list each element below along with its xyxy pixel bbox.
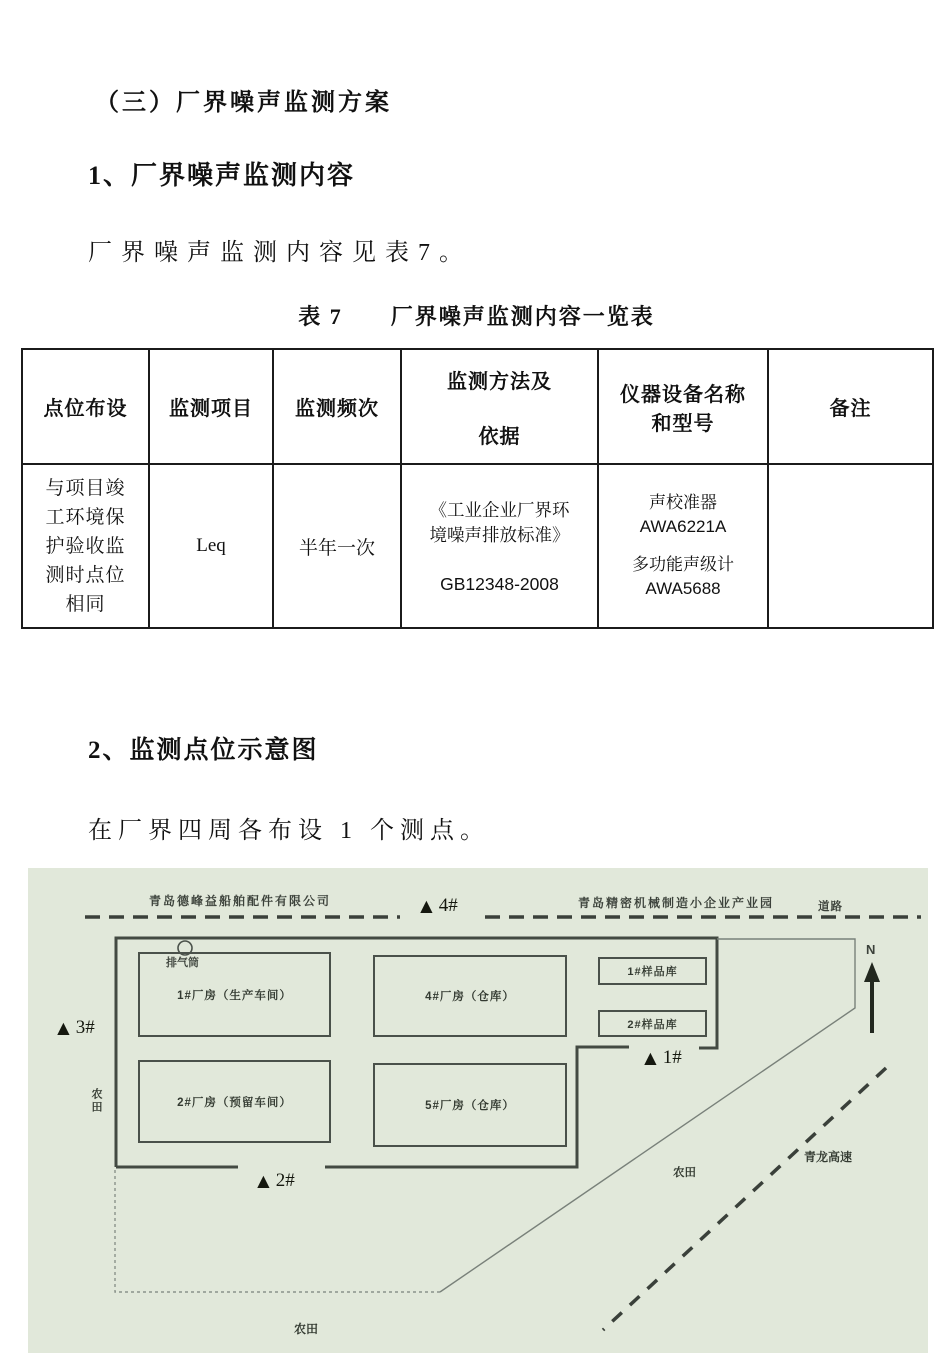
header-frequency: 监测频次 <box>273 349 401 464</box>
section-heading: （三）厂界噪声监测方案 <box>95 90 392 116</box>
triangle-marker-icon: ▲ <box>253 1169 274 1193</box>
cell-item: Leq <box>149 464 273 628</box>
building-4-warehouse: 4#厂房（仓库） <box>373 955 567 1037</box>
monitoring-point-4: ▲ 4# <box>416 894 458 918</box>
farmland-south-label: 农田 <box>294 1322 319 1336</box>
building-2-reserved: 2#厂房（预留车间） <box>138 1060 331 1143</box>
table-data-row <box>22 464 933 628</box>
paragraph-1: 厂界噪声监测内容见表7。 <box>88 240 472 266</box>
triangle-marker-icon: ▲ <box>53 1016 74 1040</box>
site-plan-diagram <box>28 868 928 1353</box>
highway-label: 青龙高速 <box>804 1150 853 1164</box>
sample-warehouse-2: 2#样品库 <box>598 1010 707 1037</box>
building-5-warehouse: 5#厂房（仓库） <box>373 1063 567 1147</box>
sample-warehouse-1: 1#样品库 <box>598 957 707 985</box>
farmland-west-label: 农田 <box>90 1088 102 1114</box>
paragraph-2: 在厂界四周各布设 1 个测点。 <box>88 818 490 844</box>
noise-monitoring-table <box>21 348 934 629</box>
table-header-row <box>22 349 933 464</box>
cell-frequency: 半年一次 <box>273 464 401 628</box>
header-remark: 备注 <box>768 349 933 464</box>
triangle-marker-icon: ▲ <box>416 894 437 918</box>
north-label: N <box>866 942 877 957</box>
monitoring-point-1: ▲ 1# <box>640 1046 682 1070</box>
monitoring-point-3: ▲ 3# <box>53 1016 95 1040</box>
cell-method: 《工业企业厂界环 境噪声排放标准》 GB12348-2008 <box>401 464 598 628</box>
building-1-workshop: 1#厂房（生产车间） <box>138 952 331 1037</box>
north-arrow-icon <box>864 962 880 1033</box>
monitoring-point-2: ▲ 2# <box>253 1169 295 1193</box>
header-method: 监测方法及 依据 <box>401 349 598 464</box>
sub-heading-2: 2、监测点位示意图 <box>88 737 319 764</box>
header-item: 监测项目 <box>149 349 273 464</box>
cell-instrument: 声校准器 AWA6221A 多功能声级计 AWA5688 <box>598 464 768 628</box>
neighbor-northwest-label: 青岛德峰益船舶配件有限公司 <box>148 894 331 908</box>
cell-remark <box>768 464 933 628</box>
road-label: 道路 <box>818 901 843 913</box>
highway-dashed-line <box>603 1068 886 1330</box>
exhaust-stack-label: 排气筒 <box>166 957 199 969</box>
neighbor-northeast-label: 青岛精密机械制造小企业产业园 <box>577 896 774 910</box>
farmland-east-label: 农田 <box>673 1167 696 1179</box>
header-point-layout: 点位布设 <box>22 349 149 464</box>
header-instrument: 仪器设备名称 和型号 <box>598 349 768 464</box>
triangle-marker-icon: ▲ <box>640 1046 661 1070</box>
sub-heading-1: 1、厂界噪声监测内容 <box>88 161 356 190</box>
cell-point-layout: 与项目竣工环境保护验收监测时点位相同 <box>22 464 149 628</box>
table-caption: 表 7 厂界噪声监测内容一览表 <box>298 304 655 329</box>
